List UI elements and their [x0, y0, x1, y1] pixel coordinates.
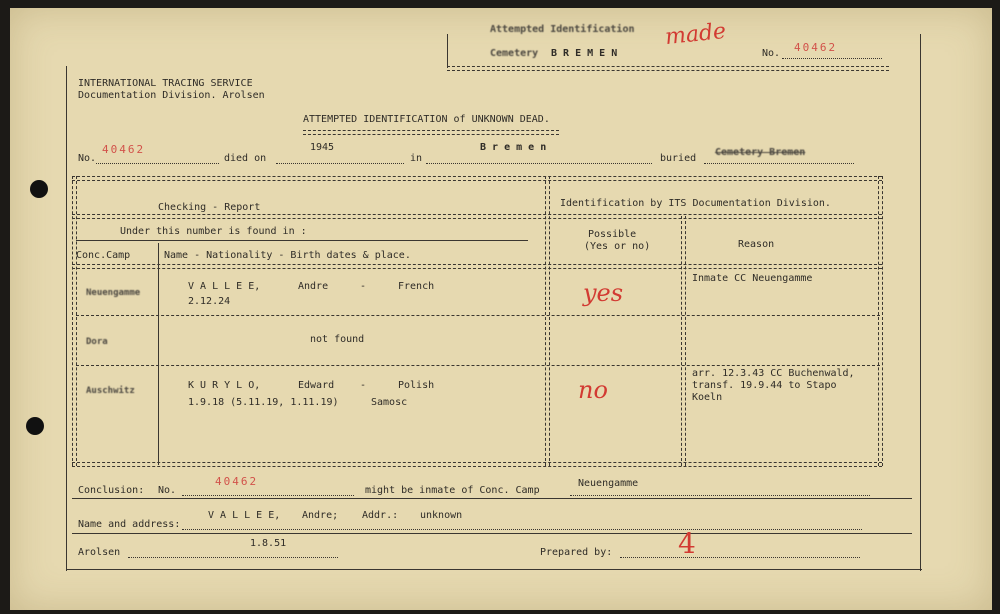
- conclusion-camp-value: Neuengamme: [578, 478, 639, 489]
- died-on-label: died on: [224, 153, 267, 164]
- row3-reason-1: arr. 12.3.43 CC Buchenwald,: [692, 368, 855, 379]
- row3-surname: K U R Y L O,: [188, 380, 261, 391]
- table-left-border: [72, 176, 77, 466]
- row3-camp: Auschwitz: [86, 386, 135, 396]
- name-address-surname: V A L L E E,: [208, 510, 281, 521]
- row3-reason-3: Koeln: [692, 392, 723, 403]
- name-address-rule: [72, 533, 912, 534]
- top-block-no-label: No.: [762, 48, 781, 59]
- name-address-dots: [182, 529, 862, 530]
- row1-camp: Neuengamme: [86, 288, 141, 298]
- row1-reason: Inmate CC Neuengamme: [692, 273, 813, 284]
- found-in-underline: [76, 240, 528, 241]
- col-reason-header: Reason: [738, 239, 775, 250]
- conclusion-inmate-label: might be inmate of Conc. Camp: [365, 485, 540, 496]
- top-block-no-dots: [782, 58, 882, 59]
- document-title-underline: [303, 130, 559, 135]
- row1-divider: [76, 315, 880, 316]
- identification-header: Identification by ITS Documentation Division.: [560, 198, 831, 209]
- col-possible-header-1: Possible: [588, 229, 637, 240]
- in-dots: [426, 163, 652, 164]
- row3-dash: -: [360, 380, 367, 391]
- table-right-border: [878, 176, 883, 466]
- footer-rule: [66, 569, 922, 570]
- punch-hole-top: [30, 180, 48, 198]
- table-bottom-border: [72, 462, 882, 467]
- row3-nationality: Polish: [398, 380, 435, 391]
- handwritten-note: made: [663, 18, 728, 51]
- row2-divider: [76, 365, 880, 366]
- conclusion-rule: [72, 498, 912, 499]
- row1-nationality: French: [398, 281, 435, 292]
- row1-birth: 2.12.24: [188, 296, 231, 307]
- death-no-dots: [96, 163, 219, 164]
- row3-reason-2: transf. 19.9.44 to Stapo: [692, 380, 837, 391]
- buried-label: buried: [660, 153, 697, 164]
- table-mid-border: [545, 176, 550, 466]
- conclusion-no-dots: [182, 495, 354, 496]
- conclusion-camp-dots: [570, 495, 870, 496]
- top-block-bottom-border: [447, 66, 889, 71]
- name-address-addr-label: Addr.:: [362, 510, 399, 521]
- row2-not-found: not found: [310, 334, 365, 345]
- top-block-cemetery-value: B R E M E N: [551, 48, 618, 59]
- name-address-addr-value: unknown: [420, 510, 463, 521]
- prepared-by-dots: [620, 557, 860, 558]
- col-header-divider: [72, 264, 882, 269]
- conclusion-label: Conclusion:: [78, 485, 145, 496]
- buried-dots: [704, 163, 854, 164]
- in-value: B r e m e n: [480, 142, 547, 153]
- top-block-no-value: 40462: [794, 41, 838, 54]
- row1-surname: V A L L E E,: [188, 281, 261, 292]
- document-card: [10, 8, 992, 610]
- footer-date-dots: [128, 557, 338, 558]
- row1-possible: yes: [583, 279, 624, 307]
- top-block-left-border: [447, 34, 448, 68]
- footer-place-label: Arolsen: [78, 547, 121, 558]
- document-title: ATTEMPTED IDENTIFICATION of UNKNOWN DEAD.: [303, 114, 550, 125]
- conclusion-no-value: 40462: [215, 475, 259, 488]
- prepared-by-label: Prepared by:: [540, 547, 613, 558]
- org-line-1: INTERNATIONAL TRACING SERVICE: [78, 78, 253, 89]
- row1-first-name: Andre: [298, 281, 329, 292]
- row1-dash: -: [360, 281, 367, 292]
- name-address-first-name: Andre;: [302, 510, 339, 521]
- death-no-label: No.: [78, 153, 97, 164]
- checking-report-header: Checking - Report: [158, 202, 261, 213]
- row3-possible: no: [578, 376, 608, 404]
- footer-date-value: 1.8.51: [250, 538, 287, 549]
- died-on-value: 1945: [310, 142, 335, 153]
- buried-value: Cemetery Bremen: [715, 147, 806, 158]
- table-camp-name-divider: [158, 243, 159, 465]
- top-block-cemetery-label: Cemetery: [490, 48, 539, 59]
- table-reason-border: [681, 216, 686, 466]
- org-line-2: Documentation Division. Arolsen: [78, 90, 265, 101]
- col-camp-header: Conc.Camp: [76, 250, 131, 261]
- row3-place: Samosc: [371, 397, 408, 408]
- death-no-value: 40462: [102, 143, 146, 156]
- left-margin-line: [66, 66, 67, 571]
- header-row-divider: [72, 214, 882, 219]
- died-on-dots: [276, 163, 404, 164]
- right-margin-line: [920, 34, 921, 571]
- conclusion-no-label: No.: [158, 485, 177, 496]
- table-top-border: [72, 176, 882, 181]
- name-address-label: Name and address:: [78, 519, 181, 530]
- row3-birth: 1.9.18 (5.11.19, 1.11.19): [188, 397, 339, 408]
- row2-camp: Dora: [86, 337, 108, 347]
- punch-hole-bottom: [26, 417, 44, 435]
- top-block-title: Attempted Identification: [490, 24, 635, 35]
- signature: 4: [678, 527, 696, 560]
- in-label: in: [410, 153, 423, 164]
- col-name-header: Name - Nationality - Birth dates & place.: [164, 250, 411, 261]
- col-possible-header-2: (Yes or no): [584, 241, 651, 252]
- found-in-header: Under this number is found in :: [120, 226, 307, 237]
- row3-first-name: Edward: [298, 380, 335, 391]
